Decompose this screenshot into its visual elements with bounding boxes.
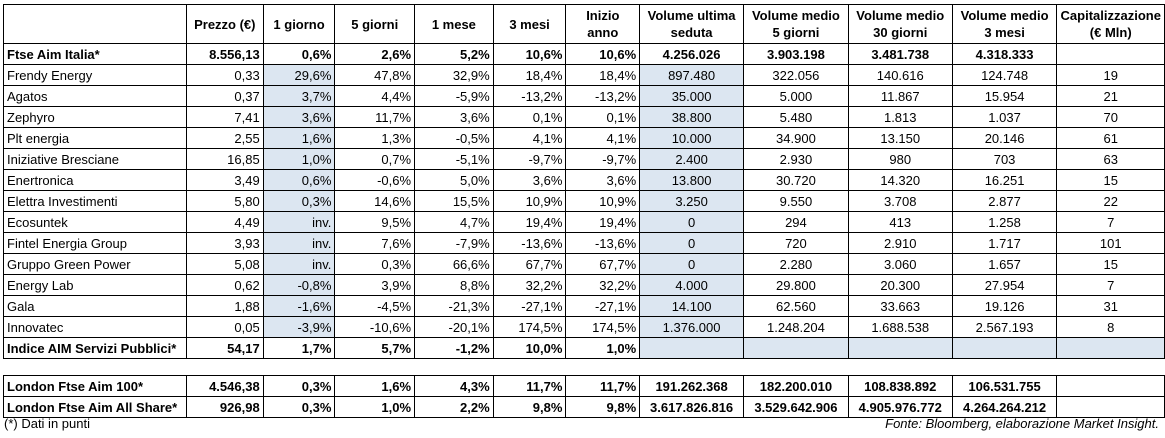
value-cell: 0,3% bbox=[263, 191, 335, 212]
value-cell: 2.567.193 bbox=[952, 317, 1057, 338]
value-cell: -27,1% bbox=[493, 296, 566, 317]
london-index-row bbox=[4, 397, 1165, 418]
value-cell: 4.318.333 bbox=[952, 44, 1057, 65]
spacer-cell bbox=[1057, 359, 1165, 376]
value-cell: -1,6% bbox=[263, 296, 335, 317]
value-cell: 124.748 bbox=[952, 65, 1057, 86]
value-cell: 1,0% bbox=[263, 149, 335, 170]
value-cell: 13.150 bbox=[848, 128, 952, 149]
stock-row bbox=[4, 317, 1165, 338]
value-cell: 703 bbox=[952, 149, 1057, 170]
stock-row bbox=[4, 212, 1165, 233]
row-label-cell: Elettra Investimenti bbox=[4, 191, 187, 212]
row-label-cell: London Ftse Aim All Share* bbox=[4, 397, 187, 418]
value-cell: 35.000 bbox=[640, 86, 744, 107]
value-cell: 10,6% bbox=[493, 44, 566, 65]
value-cell: 9,8% bbox=[493, 397, 566, 418]
value-cell: 5.000 bbox=[744, 86, 849, 107]
value-cell: 2,2% bbox=[415, 397, 494, 418]
value-cell: 5,0% bbox=[415, 170, 494, 191]
column-header bbox=[4, 5, 187, 44]
value-cell: 10,9% bbox=[493, 191, 566, 212]
value-cell: 47,8% bbox=[335, 65, 415, 86]
value-cell: 720 bbox=[744, 233, 849, 254]
column-header: Volume medio 5 giorni bbox=[744, 5, 849, 44]
spacer-cell bbox=[263, 359, 335, 376]
value-cell: 1.688.538 bbox=[848, 317, 952, 338]
value-cell: 15 bbox=[1057, 170, 1165, 191]
value-cell: -10,6% bbox=[335, 317, 415, 338]
column-header: Volume medio 30 giorni bbox=[848, 5, 952, 44]
value-cell: 30.720 bbox=[744, 170, 849, 191]
value-cell: 7 bbox=[1057, 275, 1165, 296]
value-cell: -9,7% bbox=[566, 149, 640, 170]
value-cell: -13,2% bbox=[493, 86, 566, 107]
value-cell: -0,6% bbox=[335, 170, 415, 191]
value-cell: 3,9% bbox=[335, 275, 415, 296]
value-cell: -0,5% bbox=[415, 128, 494, 149]
value-cell: 0,1% bbox=[493, 107, 566, 128]
value-cell: 10,0% bbox=[493, 338, 566, 359]
value-cell: 4,1% bbox=[493, 128, 566, 149]
row-label-cell: Gala bbox=[4, 296, 187, 317]
value-cell: 34.900 bbox=[744, 128, 849, 149]
value-cell: 11.867 bbox=[848, 86, 952, 107]
source-note: Fonte: Bloomberg, elaborazione Market Insight. bbox=[885, 416, 1159, 431]
value-cell: 62.560 bbox=[744, 296, 849, 317]
value-cell: 29.800 bbox=[744, 275, 849, 296]
value-cell: 70 bbox=[1057, 107, 1165, 128]
value-cell: -5,1% bbox=[415, 149, 494, 170]
spacer-cell bbox=[848, 359, 952, 376]
spacer-cell bbox=[566, 359, 640, 376]
value-cell: 2.400 bbox=[640, 149, 744, 170]
value-cell: 322.056 bbox=[744, 65, 849, 86]
value-cell: 4.000 bbox=[640, 275, 744, 296]
value-cell: 3.060 bbox=[848, 254, 952, 275]
value-cell: -13,6% bbox=[566, 233, 640, 254]
value-cell: 3,7% bbox=[263, 86, 335, 107]
value-cell: 8.556,13 bbox=[186, 44, 263, 65]
value-cell: 4,4% bbox=[335, 86, 415, 107]
column-header: Capitalizzazione (€ Mln) bbox=[1057, 5, 1165, 44]
value-cell bbox=[744, 338, 849, 359]
value-cell: 10.000 bbox=[640, 128, 744, 149]
value-cell: -13,2% bbox=[566, 86, 640, 107]
value-cell: -13,6% bbox=[493, 233, 566, 254]
value-cell: 11,7% bbox=[566, 376, 640, 397]
value-cell: -3,9% bbox=[263, 317, 335, 338]
value-cell: 0,33 bbox=[186, 65, 263, 86]
row-label-cell: Ftse Aim Italia* bbox=[4, 44, 187, 65]
value-cell: 3.617.826.816 bbox=[640, 397, 744, 418]
value-cell: 1,6% bbox=[263, 128, 335, 149]
value-cell: 5,08 bbox=[186, 254, 263, 275]
value-cell: 5,80 bbox=[186, 191, 263, 212]
value-cell: 11,7% bbox=[493, 376, 566, 397]
value-cell: 8 bbox=[1057, 317, 1165, 338]
value-cell bbox=[1057, 338, 1165, 359]
row-label-cell: London Ftse Aim 100* bbox=[4, 376, 187, 397]
value-cell: 0,3% bbox=[263, 397, 335, 418]
value-cell: 9,5% bbox=[335, 212, 415, 233]
value-cell: 0 bbox=[640, 254, 744, 275]
value-cell: 7 bbox=[1057, 212, 1165, 233]
value-cell: 0,3% bbox=[335, 254, 415, 275]
value-cell: -1,2% bbox=[415, 338, 494, 359]
column-header: 1 mese bbox=[415, 5, 494, 44]
value-cell: 67,7% bbox=[493, 254, 566, 275]
value-cell: 15,5% bbox=[415, 191, 494, 212]
value-cell: 3,6% bbox=[263, 107, 335, 128]
value-cell: 4,49 bbox=[186, 212, 263, 233]
value-cell: 191.262.368 bbox=[640, 376, 744, 397]
row-label-cell: Gruppo Green Power bbox=[4, 254, 187, 275]
stock-row bbox=[4, 254, 1165, 275]
value-cell: 18,4% bbox=[566, 65, 640, 86]
value-cell: 182.200.010 bbox=[744, 376, 849, 397]
value-cell: 1.037 bbox=[952, 107, 1057, 128]
value-cell: inv. bbox=[263, 254, 335, 275]
header-row bbox=[4, 5, 1165, 44]
value-cell: 1,3% bbox=[335, 128, 415, 149]
value-cell: 3,6% bbox=[415, 107, 494, 128]
value-cell: -5,9% bbox=[415, 86, 494, 107]
row-label-cell: Iniziative Bresciane bbox=[4, 149, 187, 170]
value-cell: 63 bbox=[1057, 149, 1165, 170]
value-cell: 108.838.892 bbox=[848, 376, 952, 397]
value-cell: 0,1% bbox=[566, 107, 640, 128]
value-cell: 2.280 bbox=[744, 254, 849, 275]
value-cell: 7,6% bbox=[335, 233, 415, 254]
value-cell: -9,7% bbox=[493, 149, 566, 170]
value-cell: 2,55 bbox=[186, 128, 263, 149]
value-cell: 19.126 bbox=[952, 296, 1057, 317]
value-cell: 0,37 bbox=[186, 86, 263, 107]
value-cell: 3,6% bbox=[566, 170, 640, 191]
value-cell: 1,88 bbox=[186, 296, 263, 317]
value-cell: 11,7% bbox=[335, 107, 415, 128]
value-cell: 9,8% bbox=[566, 397, 640, 418]
value-cell: 67,7% bbox=[566, 254, 640, 275]
value-cell: 1,0% bbox=[335, 397, 415, 418]
stock-row bbox=[4, 65, 1165, 86]
value-cell: 2.930 bbox=[744, 149, 849, 170]
value-cell: 101 bbox=[1057, 233, 1165, 254]
stock-row bbox=[4, 86, 1165, 107]
value-cell: 3,49 bbox=[186, 170, 263, 191]
stock-row bbox=[4, 170, 1165, 191]
stock-row bbox=[4, 275, 1165, 296]
value-cell: 174,5% bbox=[566, 317, 640, 338]
value-cell: 9.550 bbox=[744, 191, 849, 212]
column-header: 5 giorni bbox=[335, 5, 415, 44]
stock-row bbox=[4, 149, 1165, 170]
value-cell: 1.813 bbox=[848, 107, 952, 128]
value-cell: -21,3% bbox=[415, 296, 494, 317]
value-cell: 14.100 bbox=[640, 296, 744, 317]
value-cell: 0,6% bbox=[263, 170, 335, 191]
value-cell: 27.954 bbox=[952, 275, 1057, 296]
sector-index-row bbox=[4, 338, 1165, 359]
stock-row bbox=[4, 296, 1165, 317]
value-cell: 1,0% bbox=[566, 338, 640, 359]
value-cell: 4,1% bbox=[566, 128, 640, 149]
value-cell: 4.546,38 bbox=[186, 376, 263, 397]
row-label-cell: Frendy Energy bbox=[4, 65, 187, 86]
value-cell: 0 bbox=[640, 233, 744, 254]
value-cell: 5,7% bbox=[335, 338, 415, 359]
spacer-cell bbox=[186, 359, 263, 376]
value-cell: 174,5% bbox=[493, 317, 566, 338]
value-cell: 294 bbox=[744, 212, 849, 233]
value-cell: 2.877 bbox=[952, 191, 1057, 212]
value-cell: 3.481.738 bbox=[848, 44, 952, 65]
stock-row bbox=[4, 233, 1165, 254]
stock-row bbox=[4, 128, 1165, 149]
value-cell: -7,9% bbox=[415, 233, 494, 254]
spacer-cell bbox=[415, 359, 494, 376]
column-header: 3 mesi bbox=[493, 5, 566, 44]
spacer-row bbox=[4, 359, 1165, 376]
value-cell: 0,7% bbox=[335, 149, 415, 170]
value-cell: 32,9% bbox=[415, 65, 494, 86]
value-cell: 980 bbox=[848, 149, 952, 170]
value-cell: 54,17 bbox=[186, 338, 263, 359]
index-row bbox=[4, 44, 1165, 65]
value-cell: 0,6% bbox=[263, 44, 335, 65]
value-cell: 2.910 bbox=[848, 233, 952, 254]
row-label-cell: Innovatec bbox=[4, 317, 187, 338]
value-cell: -4,5% bbox=[335, 296, 415, 317]
column-header: Volume ultima seduta bbox=[640, 5, 744, 44]
value-cell: 1.717 bbox=[952, 233, 1057, 254]
value-cell: 4.264.264.212 bbox=[952, 397, 1057, 418]
value-cell: 897.480 bbox=[640, 65, 744, 86]
value-cell: 3.708 bbox=[848, 191, 952, 212]
column-header: Volume medio 3 mesi bbox=[952, 5, 1057, 44]
value-cell: -27,1% bbox=[566, 296, 640, 317]
value-cell: 19 bbox=[1057, 65, 1165, 86]
market-table bbox=[3, 4, 1165, 418]
value-cell: 0,62 bbox=[186, 275, 263, 296]
value-cell: 32,2% bbox=[566, 275, 640, 296]
value-cell: 14.320 bbox=[848, 170, 952, 191]
value-cell: 38.800 bbox=[640, 107, 744, 128]
value-cell: 926,98 bbox=[186, 397, 263, 418]
spacer-cell bbox=[744, 359, 849, 376]
value-cell: inv. bbox=[263, 212, 335, 233]
value-cell: 140.616 bbox=[848, 65, 952, 86]
spacer-cell bbox=[640, 359, 744, 376]
value-cell: 13.800 bbox=[640, 170, 744, 191]
value-cell: 31 bbox=[1057, 296, 1165, 317]
value-cell bbox=[1057, 44, 1165, 65]
row-label-cell: Fintel Energia Group bbox=[4, 233, 187, 254]
value-cell: 4.256.026 bbox=[640, 44, 744, 65]
value-cell bbox=[952, 338, 1057, 359]
value-cell bbox=[1057, 376, 1165, 397]
value-cell: 0,3% bbox=[263, 376, 335, 397]
value-cell: 19,4% bbox=[493, 212, 566, 233]
spacer-cell bbox=[4, 359, 187, 376]
value-cell: 4,3% bbox=[415, 376, 494, 397]
value-cell: 66,6% bbox=[415, 254, 494, 275]
value-cell: 61 bbox=[1057, 128, 1165, 149]
value-cell: 0,05 bbox=[186, 317, 263, 338]
value-cell: 29,6% bbox=[263, 65, 335, 86]
row-label-cell: Enertronica bbox=[4, 170, 187, 191]
value-cell: 1.657 bbox=[952, 254, 1057, 275]
value-cell: 0 bbox=[640, 212, 744, 233]
value-cell: 21 bbox=[1057, 86, 1165, 107]
value-cell: 1.376.000 bbox=[640, 317, 744, 338]
value-cell: 4.905.976.772 bbox=[848, 397, 952, 418]
value-cell bbox=[848, 338, 952, 359]
value-cell: 14,6% bbox=[335, 191, 415, 212]
row-label-cell: Energy Lab bbox=[4, 275, 187, 296]
value-cell: 22 bbox=[1057, 191, 1165, 212]
value-cell: 3.529.642.906 bbox=[744, 397, 849, 418]
value-cell: 33.663 bbox=[848, 296, 952, 317]
value-cell: 16,85 bbox=[186, 149, 263, 170]
value-cell: 413 bbox=[848, 212, 952, 233]
value-cell: 5,2% bbox=[415, 44, 494, 65]
value-cell: 106.531.755 bbox=[952, 376, 1057, 397]
value-cell: 1.258 bbox=[952, 212, 1057, 233]
value-cell bbox=[1057, 397, 1165, 418]
spacer-cell bbox=[493, 359, 566, 376]
value-cell: -20,1% bbox=[415, 317, 494, 338]
value-cell: -0,8% bbox=[263, 275, 335, 296]
row-label-cell: Plt energia bbox=[4, 128, 187, 149]
value-cell: 3.903.198 bbox=[744, 44, 849, 65]
value-cell: 3,6% bbox=[493, 170, 566, 191]
value-cell: 8,8% bbox=[415, 275, 494, 296]
stock-row bbox=[4, 107, 1165, 128]
value-cell: 15 bbox=[1057, 254, 1165, 275]
row-label-cell: Agatos bbox=[4, 86, 187, 107]
value-cell: 10,9% bbox=[566, 191, 640, 212]
value-cell: 32,2% bbox=[493, 275, 566, 296]
value-cell: 1,6% bbox=[335, 376, 415, 397]
value-cell: 5.480 bbox=[744, 107, 849, 128]
spacer-cell bbox=[335, 359, 415, 376]
value-cell: 4,7% bbox=[415, 212, 494, 233]
row-label-cell: Indice AIM Servizi Pubblici* bbox=[4, 338, 187, 359]
value-cell: inv. bbox=[263, 233, 335, 254]
value-cell: 1,7% bbox=[263, 338, 335, 359]
value-cell: 20.146 bbox=[952, 128, 1057, 149]
stock-row bbox=[4, 191, 1165, 212]
row-label-cell: Ecosuntek bbox=[4, 212, 187, 233]
column-header: 1 giorno bbox=[263, 5, 335, 44]
footnote: (*) Dati in punti bbox=[4, 416, 90, 431]
value-cell: 19,4% bbox=[566, 212, 640, 233]
row-label-cell: Zephyro bbox=[4, 107, 187, 128]
value-cell: 16.251 bbox=[952, 170, 1057, 191]
london-index-row bbox=[4, 376, 1165, 397]
value-cell bbox=[640, 338, 744, 359]
value-cell: 18,4% bbox=[493, 65, 566, 86]
value-cell: 3.250 bbox=[640, 191, 744, 212]
value-cell: 7,41 bbox=[186, 107, 263, 128]
column-header: Prezzo (€) bbox=[186, 5, 263, 44]
value-cell: 3,93 bbox=[186, 233, 263, 254]
column-header: Inizio anno bbox=[566, 5, 640, 44]
value-cell: 2,6% bbox=[335, 44, 415, 65]
spacer-cell bbox=[952, 359, 1057, 376]
value-cell: 1.248.204 bbox=[744, 317, 849, 338]
value-cell: 20.300 bbox=[848, 275, 952, 296]
value-cell: 10,6% bbox=[566, 44, 640, 65]
value-cell: 15.954 bbox=[952, 86, 1057, 107]
